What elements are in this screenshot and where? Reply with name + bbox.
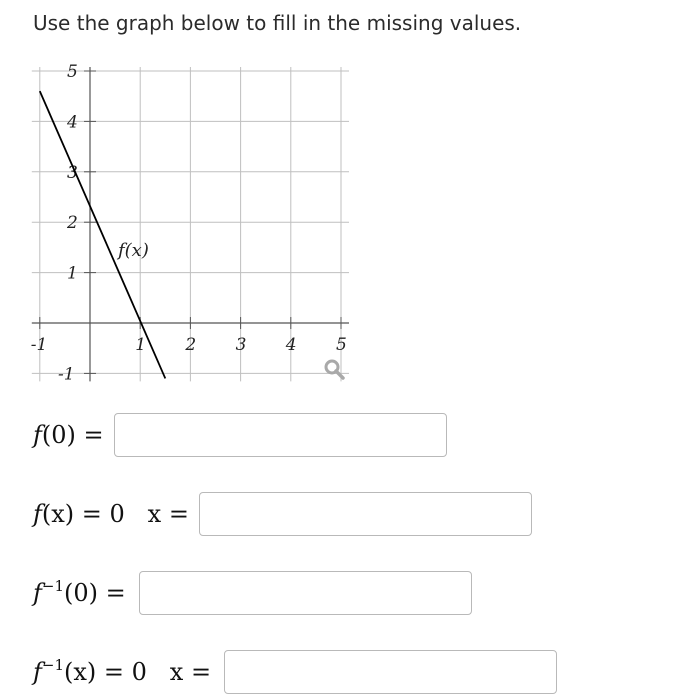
question-f-inverse-of-0 <box>33 571 126 615</box>
fn-name: f <box>33 658 42 686</box>
fn-name: f <box>33 500 42 528</box>
fn-name: f <box>33 421 42 449</box>
fn-equals: = <box>75 421 104 449</box>
fn-expression: (x) = 0 x = <box>64 658 212 686</box>
x-tick-label: 4 <box>285 335 297 355</box>
y-tick-label: 5 <box>67 62 78 82</box>
y-tick-label: 2 <box>67 213 78 234</box>
answer-input-f-inverse-of-0[interactable] <box>139 571 472 615</box>
fn-expression: (0) <box>41 421 76 449</box>
question-f-of-0 <box>33 413 104 457</box>
answer-input-x-where-f-inverse-is-0[interactable] <box>224 650 557 694</box>
y-tick-label: -1 <box>58 364 75 385</box>
x-tick-label: 3 <box>235 335 247 355</box>
fn-expression: (0) <box>64 579 99 607</box>
fn-superscript: −1 <box>41 656 65 674</box>
x-tick-label: 1 <box>135 335 147 355</box>
fn-equals: = <box>98 579 126 607</box>
magnifier-icon[interactable] <box>322 359 348 381</box>
x-tick-label: 5 <box>336 335 347 355</box>
x-tick-label: 2 <box>185 335 197 355</box>
y-tick-label: 4 <box>67 112 78 133</box>
fn-superscript: −1 <box>41 577 65 595</box>
fn-expression: (x) = 0 x = <box>41 500 189 528</box>
question-f-inverse-of-x-equals-0 <box>33 650 211 694</box>
question-f-of-x-equals-0 <box>33 492 189 536</box>
x-tick-label: -1 <box>30 335 48 355</box>
answer-input-x-where-f-is-0[interactable] <box>199 492 532 536</box>
instructions-heading: Use the graph below to fill in the missing values. <box>33 11 522 35</box>
y-tick-label: 1 <box>67 263 78 284</box>
fn-name: f <box>33 579 42 607</box>
function-line <box>40 91 166 378</box>
tick-labels <box>31 62 347 384</box>
y-tick-label: 3 <box>67 162 78 183</box>
function-label: f(x) <box>118 240 149 261</box>
answer-input-f-of-0[interactable] <box>114 413 447 457</box>
